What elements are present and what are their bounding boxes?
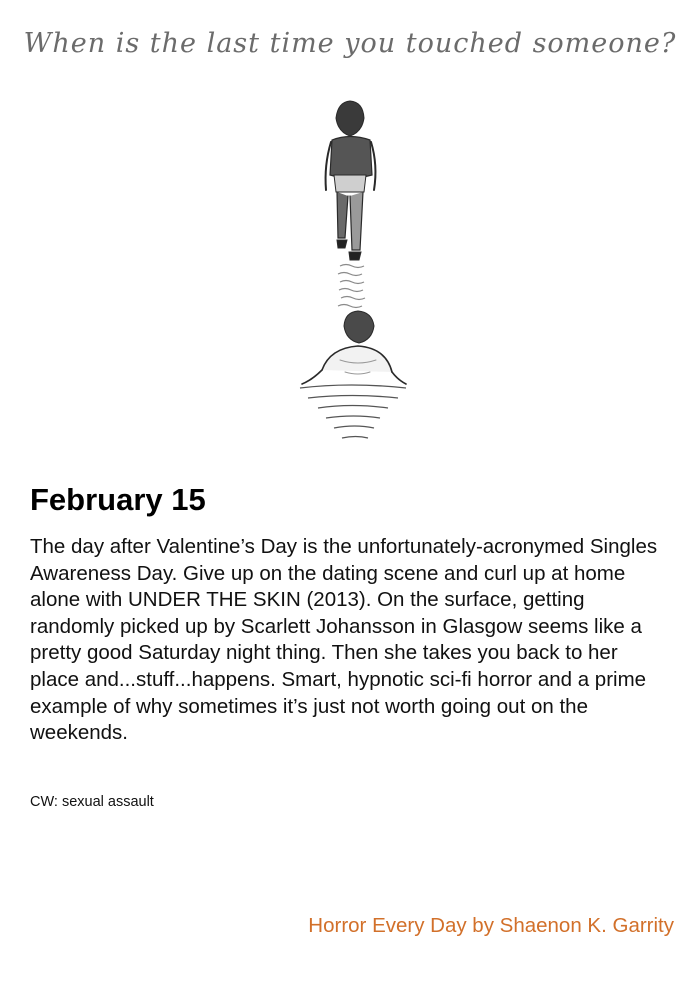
illustration xyxy=(0,0,700,470)
submerged-figure xyxy=(302,311,406,384)
water-lines xyxy=(300,385,406,438)
entry-title: February 15 xyxy=(30,482,206,517)
sketch-drawing xyxy=(0,0,700,470)
standing-figure xyxy=(326,101,376,260)
handwritten-caption: When is the last time you touched someone? xyxy=(23,28,677,59)
content-warning: CW: sexual assault xyxy=(30,794,154,810)
footer-credit: Horror Every Day by Shaenon K. Garrity xyxy=(308,914,674,937)
reflection-ripples xyxy=(338,265,365,308)
entry-body: The day after Valentine’s Day is the unfortunately-acronymed Singles Awareness Day. Give up on the dating scene and curl up at home alone with UNDER THE SKIN (2013). On the surface, getting randomly picked up by Scarlett Johansson in Glasgow seems like a pretty good Saturday night thing. Then she takes you back to her place and...stuff...happens. Smart, hypnotic sci-fi horror and a prime example of why sometimes it’s just not worth going out on the weekends. xyxy=(30,535,658,745)
